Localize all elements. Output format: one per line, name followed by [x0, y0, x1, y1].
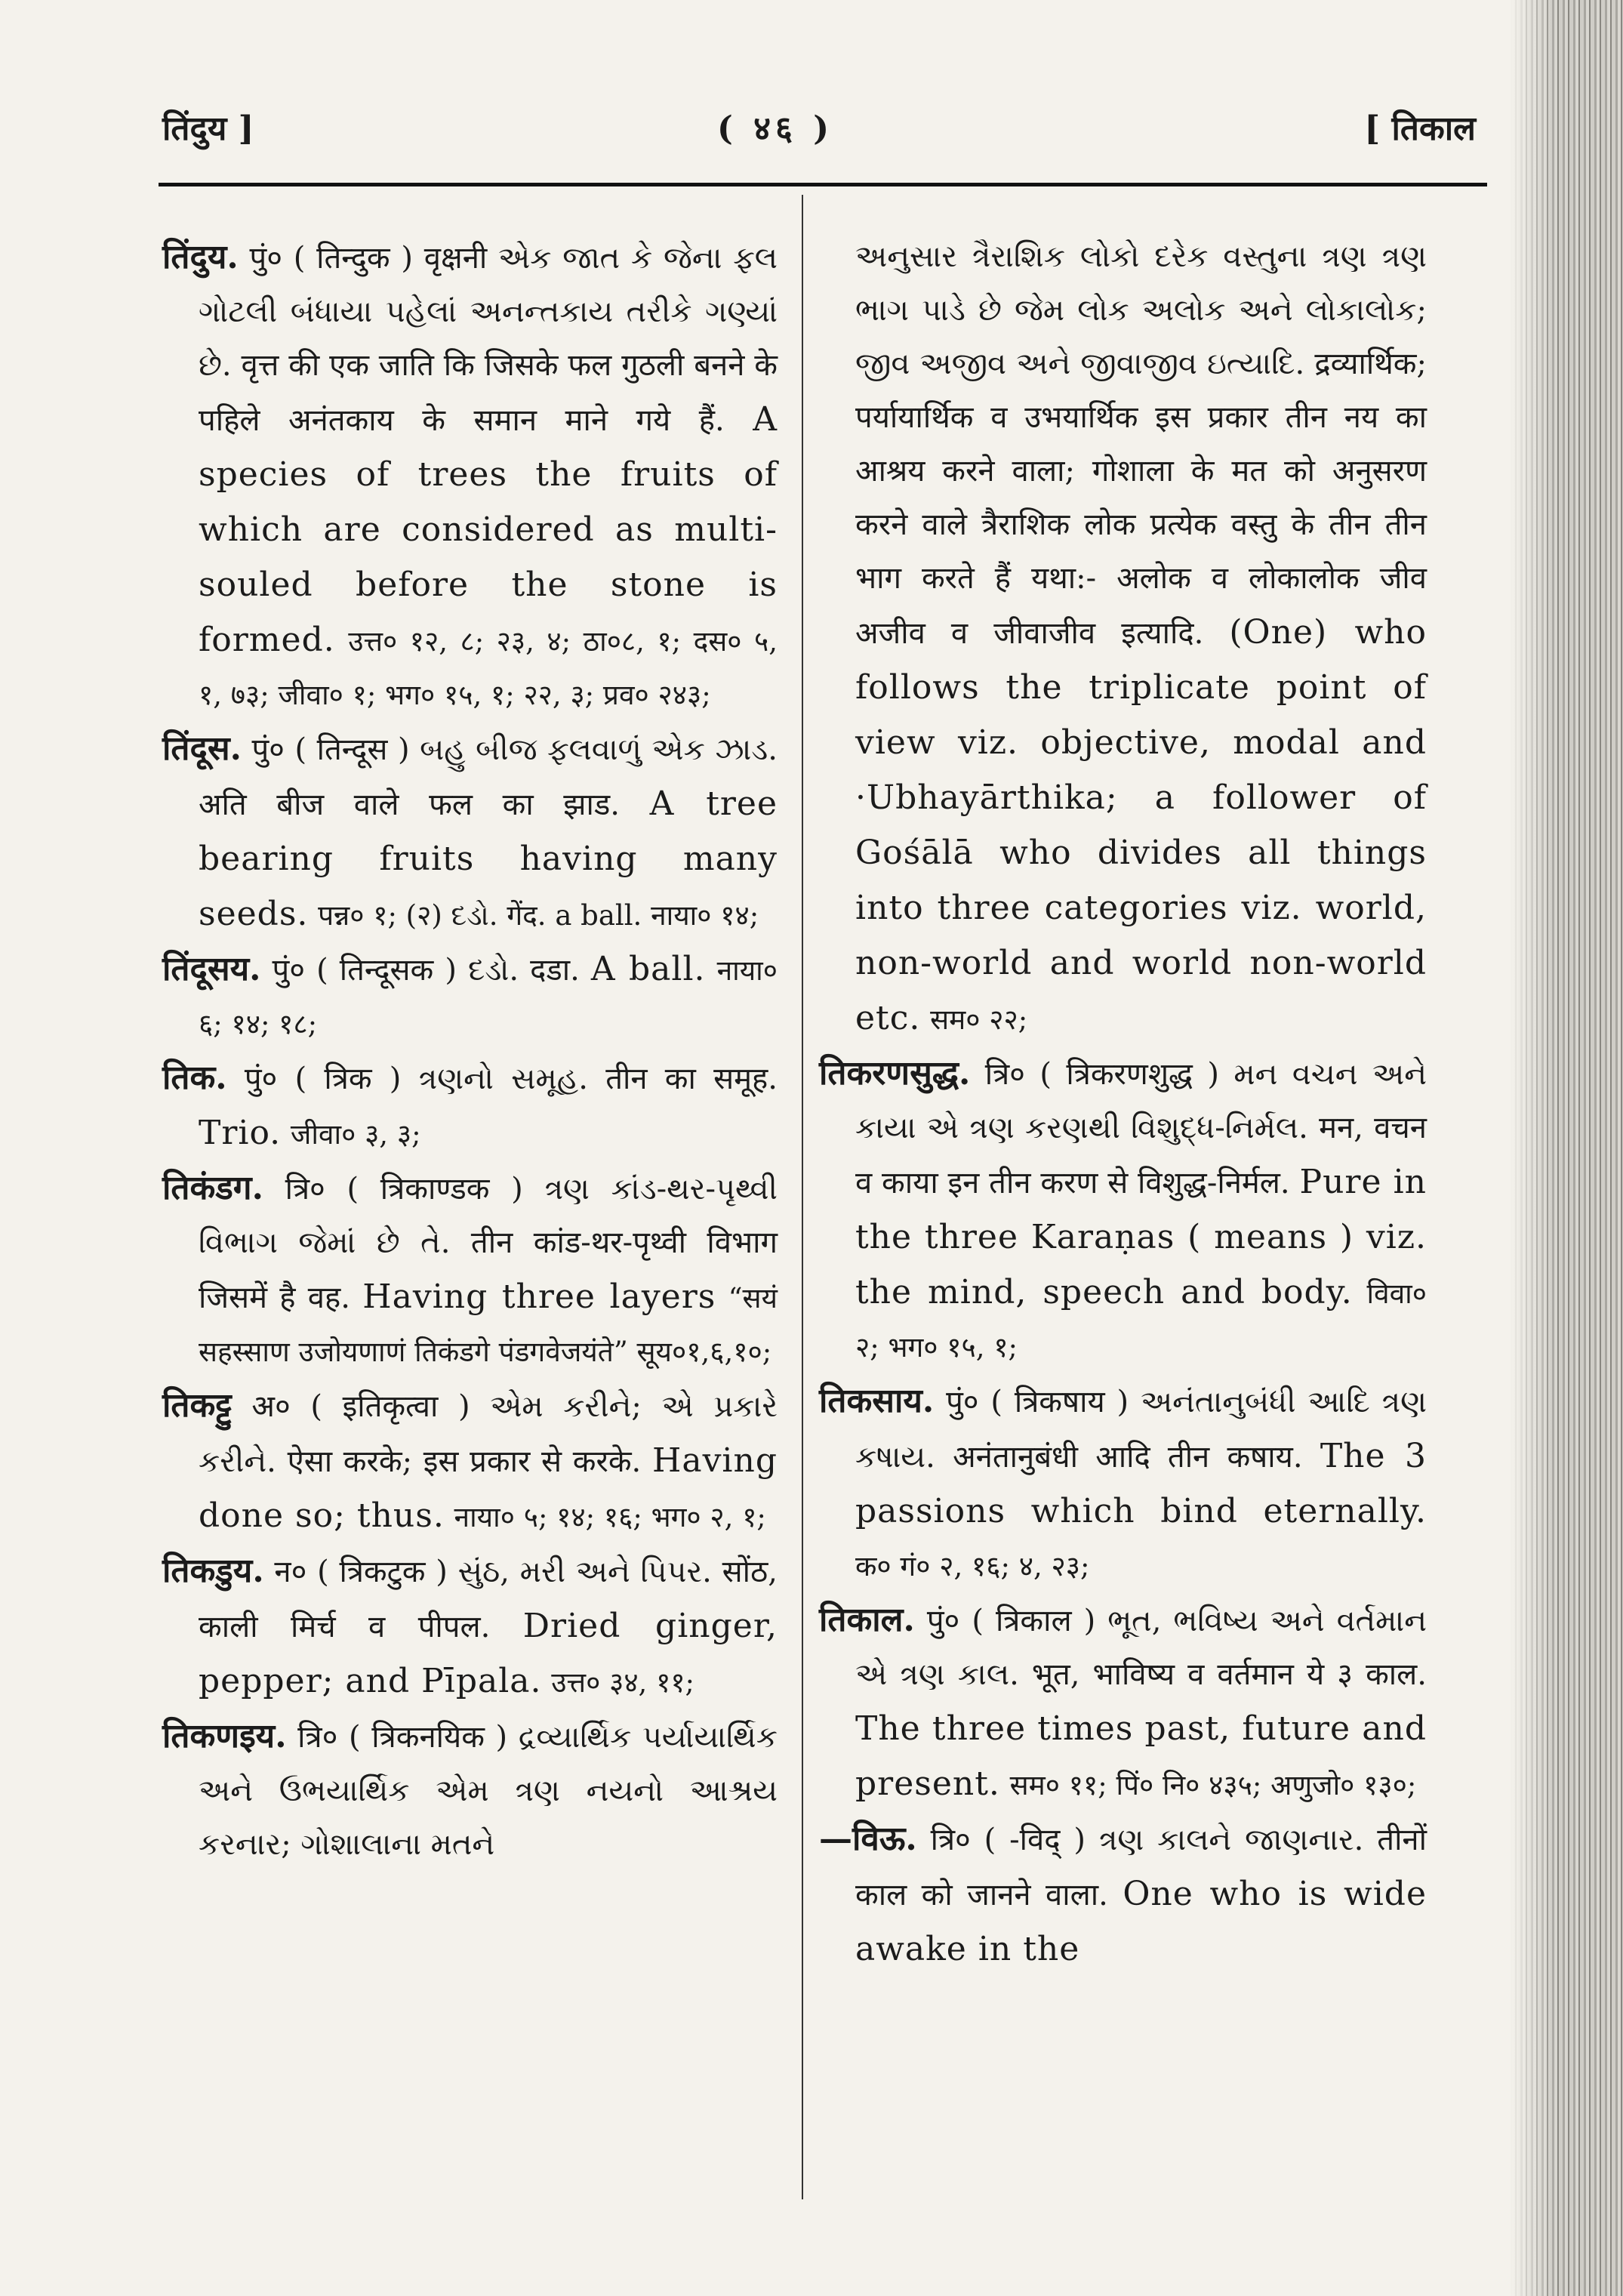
right-column: [819, 230, 1427, 1977]
references: जीवा० ३, ३;: [290, 1118, 421, 1151]
gujarati-gloss: દડો.: [468, 953, 519, 988]
hindi-gloss: भूत, भाविष्य व वर्तमान ये ३ काल.: [1031, 1657, 1427, 1692]
english-gloss: A species of trees the fruits of which are considered as multi-souled before the stone is formed.: [199, 400, 778, 659]
english-gloss: A tree bearing fruits having many seeds.: [199, 784, 778, 933]
headword: तिंदुय.: [162, 238, 239, 276]
dictionary-entry: [162, 1161, 778, 1379]
header-rule: [159, 183, 1487, 186]
dictionary-entry: [162, 1544, 778, 1709]
references: उत्त० १२, ८; २३, ४; ठा०८, १; दस० ५, १, ७३; जीवा० १; भग० १५, १; २२, ३; प्रव० २४३;: [199, 625, 778, 711]
hindi-gloss: सोंठ, काली मिर्च व पीपल.: [199, 1555, 778, 1644]
references: पन्न० १; (२) દડો. गेंद. a ball. नाया० १४;: [318, 899, 759, 932]
left-guide-word: तिंदुय ]: [162, 109, 254, 148]
gujarati-gloss: वृक्षनी એક જાત કે જેના ફલ ગોટલી બંધાયા પહેલાં અનન્તકાય તરીકે ગણ્યાં છે.: [199, 241, 778, 383]
hindi-gloss: द्रव्यार्थिक; पर्यायार्थिक व उभयार्थिक इस प्रकार तीन नय का आश्रय करने वाला; गोशाला के मत को अनुसरण करने वाले त्रैराशिक लोक प्रत्येक वस्तु के तीन तीन भाग करते हैं यथा:- अलोक व लोकालोक जीव अजीव व जीवाजीव इत्यादि.: [855, 347, 1427, 651]
grammar: पुं० ( तिन्दूस ): [251, 732, 410, 767]
headword: तिकडुय.: [162, 1552, 264, 1590]
hindi-gloss: तीन कांड-थर-पृथ्वी विभाग जिसमें है वह.: [199, 1225, 778, 1315]
headword: तिकंडग.: [162, 1169, 263, 1207]
gujarati-gloss: ત્રણ કાલને જાણનાર.: [1098, 1823, 1364, 1857]
gujarati-gloss: સુંઠ, મરી અને પિપર.: [457, 1555, 712, 1589]
headword: —विऊ.: [819, 1820, 917, 1858]
page-number: ( ४६ ): [717, 109, 834, 148]
headword: तिकणइय.: [162, 1717, 287, 1755]
entry-continuation: [819, 230, 1427, 1046]
grammar: पुं० ( त्रिक ): [244, 1062, 402, 1096]
gujarati-gloss: બહુ બીજ ફલવાળું એક ઝાડ.: [420, 732, 778, 767]
grammar: पुं० ( त्रिकषाय ): [946, 1385, 1129, 1419]
hindi-gloss: तीनों काल को जानने वाला.: [855, 1823, 1427, 1912]
right-guide-word: [ तिकाल: [1364, 109, 1476, 148]
gujarati-gloss: ત્રણનો સમૂહ.: [418, 1062, 588, 1096]
english-gloss: One who is wide awake in the: [855, 1875, 1427, 1968]
headword: तिकट्टु: [162, 1386, 232, 1425]
grammar: पुं० ( तिन्दुक ): [249, 241, 413, 276]
hindi-gloss: अनंतानुबंधी आदि तीन कषाय.: [953, 1440, 1303, 1475]
dictionary-entry: [162, 942, 778, 1051]
gujarati-gloss: મન વચન અને કાયા એ ત્રણ કરણથી વિશુદ્ધ-નિર્મલ.: [855, 1057, 1427, 1145]
references: नाया० ५; १४; १६; भग० २, १;: [454, 1501, 766, 1533]
references: सम० ११; पिं० नि० ४३५; अणुजो० १३०;: [1009, 1769, 1417, 1801]
dictionary-entry: [819, 1812, 1427, 1977]
headword: तिंदूस.: [162, 729, 242, 768]
english-gloss: The 3 passions which bind eternally.: [855, 1437, 1427, 1530]
gujarati-gloss: ભૂત, ભવિષ્ય અને વર્તમાન એ ત્રણ કાલ.: [855, 1604, 1427, 1692]
grammar: न० ( त्रिकटुक ): [274, 1555, 448, 1589]
grammar: त्रि० ( त्रिकाण्डक ): [285, 1172, 523, 1207]
grammar: त्रि० ( त्रिकनयिक ): [297, 1720, 508, 1755]
references: विवा० २; भग० १५, १;: [855, 1277, 1427, 1364]
left-column: [162, 230, 778, 1872]
references: नाया० ६; १४; १८;: [199, 954, 778, 1040]
page-header: [162, 97, 1476, 157]
english-gloss: The three times past, future and present.: [855, 1709, 1427, 1803]
dictionary-entry: [819, 1046, 1427, 1374]
english-gloss: Trio.: [199, 1114, 282, 1152]
references: उत्त० ३४, ११;: [551, 1666, 695, 1699]
grammar: अ० ( इतिकृत्वा ): [251, 1389, 470, 1424]
hindi-gloss: अति बीज वाले फल का झाड.: [199, 787, 620, 822]
english-gloss: Pure in the three Karaṇas ( means ) viz. the mind, speech and body.: [855, 1163, 1427, 1311]
gujarati-gloss: અનંતાનુબંધી આદિ ત્રણ કષાય.: [855, 1385, 1427, 1475]
references: क० गं० २, १६; ४, २३;: [855, 1550, 1090, 1583]
english-gloss: Dried ginger, pepper; and Pīpala.: [199, 1607, 778, 1700]
grammar: पुं० ( तिन्दूसक ): [272, 953, 457, 988]
gujarati-gloss: દ્રવ્યાર્થિક પર્યાયાર્થિક અને ઉભયાર્થિક એમ ત્રણ નયનો આશ્રય કરનાર; ગોશાલાના મતને: [199, 1720, 778, 1862]
hindi-gloss: मन, वचन व काया इन तीन करण से विशुद्ध-निर्मल.: [855, 1111, 1427, 1200]
hindi-gloss: तीन का समूह.: [605, 1062, 778, 1096]
headword: तिकरणसुद्ध.: [819, 1054, 971, 1093]
column-divider: [802, 195, 803, 2199]
references: “सयं सहस्साण उजोयणाणं तिकंडगे पंडगवेजयंते” सूय०१,६,१०;: [199, 1282, 778, 1368]
headword: तिकाल.: [819, 1601, 915, 1639]
headword: तिकसाय.: [819, 1382, 935, 1420]
english-gloss: Having three layers: [362, 1277, 716, 1316]
gujarati-gloss: અનુસાર ત્રૈરાશિક લોકો દરેક વસ્તુના ત્રણ ત્રણ ભાગ પાડે છે જેમ લોક અલોક અને લોકાલોક; જીવ અજીવ અને જીવાજીવ ઇત્યાદિ.: [855, 239, 1427, 381]
dictionary-entry: [819, 1374, 1427, 1593]
headword: तिंदूसय.: [162, 950, 261, 988]
grammar: पुं० ( त्रिकाल ): [926, 1604, 1096, 1638]
hindi-gloss: ऐसा करके; इस प्रकार से करके.: [287, 1444, 642, 1479]
headword: तिक.: [162, 1059, 227, 1097]
gujarati-gloss: ત્રણ કાંડ-થર-પૃથ્વી વિભાગ જેમાં છે તે.: [199, 1172, 778, 1260]
hindi-gloss: वृत्त की एक जाति कि जिसके फल गुठली बनने के पहिले अनंतकाय के समान माने गये हैं.: [199, 348, 778, 438]
dictionary-entry: [819, 1593, 1427, 1812]
hindi-gloss: दडा.: [530, 953, 580, 988]
references: सम० २२;: [930, 1003, 1028, 1036]
dictionary-entry: [162, 230, 778, 722]
english-gloss: A ball.: [590, 950, 706, 988]
dictionary-entry: [162, 1709, 778, 1872]
grammar: त्रि० ( -विद् ): [930, 1823, 1086, 1857]
english-gloss: Having done so; thus.: [199, 1441, 778, 1535]
gujarati-gloss: એમ કરીને; એ પ્રકારે કરીને.: [199, 1389, 778, 1479]
dictionary-entry: [162, 1379, 778, 1544]
dictionary-entry: [162, 722, 778, 942]
dictionary-entry: [162, 1051, 778, 1161]
grammar: त्रि० ( त्रिकरणशुद्ध ): [984, 1057, 1219, 1092]
scan-binding-edge: [1510, 0, 1623, 2296]
english-gloss: (One) who follows the triplicate point of view viz. objective, modal and ·Ubhayārthika; a follower of Gośālā who divides all things into three categories viz. world, non-world and world non-world etc.: [855, 613, 1427, 1037]
